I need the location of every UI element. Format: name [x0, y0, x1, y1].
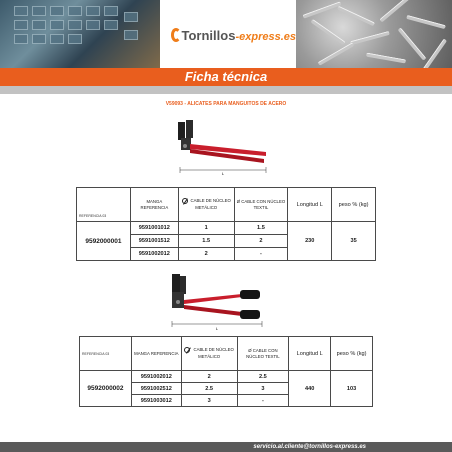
- header-peso: peso % (kg): [332, 188, 376, 222]
- product-title: V59093 - ALICATES PARA MANGUITOS DE ACERO: [165, 101, 287, 107]
- manga-cell: 9591001012: [130, 222, 178, 235]
- header-manga: MANGA REFERENCIA: [130, 188, 178, 222]
- nucleo-cell: 3: [181, 395, 237, 407]
- footer-bar: [0, 442, 452, 452]
- nucleo-cell: 2: [181, 371, 237, 383]
- textil-cell: 3: [237, 383, 289, 395]
- plier-jaw-right: [186, 120, 193, 138]
- header-cable-nucleo: CABLE DE NÚCLEO METÁLICO: [178, 188, 234, 222]
- header-cable-nucleo: CABLE DE NÚCLEO METÁLICO: [181, 337, 237, 371]
- plier-jaw-left: [178, 122, 185, 140]
- banner-title: Ficha técnica: [184, 69, 268, 84]
- plier-jaw-right: [180, 276, 186, 294]
- plier-grip-bottom: [240, 310, 260, 319]
- length-dimension-label: L: [221, 171, 225, 176]
- grey-separator: [0, 86, 452, 94]
- header-cable-textil: Ø CABLE CON NÚCLEO TEXTIL: [237, 337, 289, 371]
- textil-cell: 2.5: [237, 371, 289, 383]
- brand-name: Tornillos-express.es: [181, 27, 296, 43]
- crimping-pliers-small-image: [176, 116, 272, 176]
- header-photo-screws: [296, 0, 452, 68]
- plier-pivot: [183, 144, 187, 148]
- brand-logo: [168, 24, 296, 46]
- header-peso: peso % (kg): [331, 337, 373, 371]
- footer-email-link[interactable]: servicio.al.cliente@tornillos-express.es: [253, 444, 366, 450]
- product-reference: 9592000002: [80, 371, 132, 407]
- header-longitud: Longitud L: [289, 337, 331, 371]
- header-reference: REFERENCIA 03: [80, 337, 132, 371]
- spec-table-2: [79, 336, 373, 407]
- manga-cell: 9591002012: [130, 248, 178, 261]
- header: [0, 0, 452, 68]
- table-row: [77, 222, 376, 235]
- plier-jaw-left: [172, 274, 180, 294]
- longitud-cell: 230: [288, 222, 332, 261]
- plier-handle-bottom: [184, 305, 242, 316]
- brand-swirl-icon: [168, 27, 178, 43]
- header-reference: REFERENCIA 03: [77, 188, 131, 222]
- textil-cell: -: [237, 395, 289, 407]
- textil-cell: -: [234, 248, 288, 261]
- table-header-row: [77, 188, 376, 222]
- product-reference: 9592000001: [77, 222, 131, 261]
- manga-cell: 9591002512: [131, 383, 181, 395]
- manga-cell: 9591002012: [131, 371, 181, 383]
- diameter-icon: [182, 198, 188, 204]
- nucleo-cell: 2: [178, 248, 234, 261]
- header-manga: MANGA REFERENCIA: [131, 337, 181, 371]
- length-dimension-label: L: [215, 326, 219, 331]
- peso-cell: 35: [332, 222, 376, 261]
- header-cable-textil: Ø CABLE CON NÚCLEO TEXTIL: [234, 188, 288, 222]
- spec-table-1: [76, 187, 376, 261]
- plier-handle-top: [184, 294, 242, 304]
- manga-cell: 9591001512: [130, 235, 178, 248]
- header-longitud: Longitud L: [288, 188, 332, 222]
- plier-head: [181, 138, 191, 150]
- textil-cell: 2: [234, 235, 288, 248]
- plier-pivot: [176, 300, 180, 304]
- crimping-pliers-large-image: [166, 272, 266, 334]
- manga-cell: 9591003012: [131, 395, 181, 407]
- table-row: [80, 371, 373, 383]
- longitud-cell: 440: [289, 371, 331, 407]
- nucleo-cell: 1.5: [178, 235, 234, 248]
- header-photo-tools: [0, 0, 160, 68]
- nucleo-cell: 1: [178, 222, 234, 235]
- diameter-icon: [184, 347, 190, 353]
- plier-grip-top: [240, 290, 260, 299]
- nucleo-cell: 2.5: [181, 383, 237, 395]
- peso-cell: 103: [331, 371, 373, 407]
- table-header-row: [80, 337, 373, 371]
- textil-cell: 1.5: [234, 222, 288, 235]
